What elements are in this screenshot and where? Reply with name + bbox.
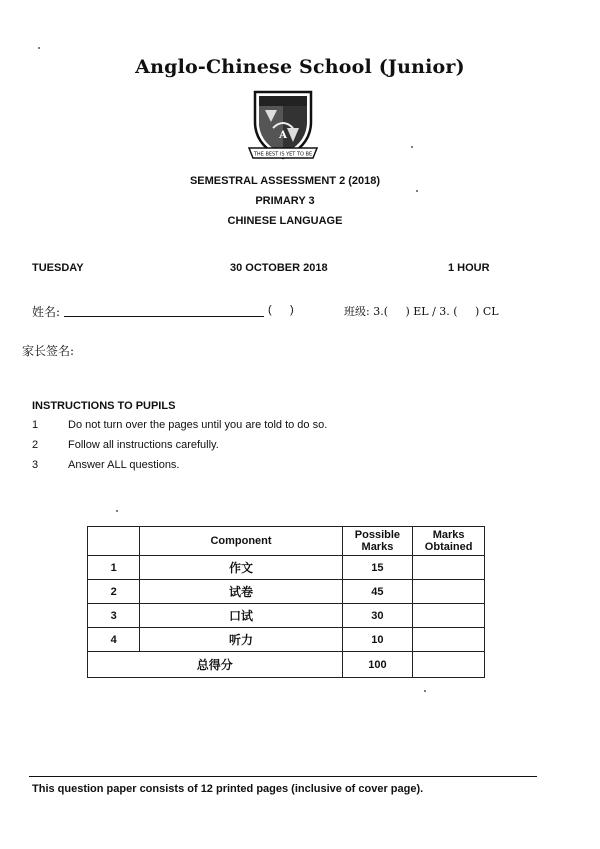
instruction-text: Answer ALL questions. — [68, 459, 180, 471]
scan-speck — [424, 690, 426, 692]
scan-speck — [38, 47, 40, 49]
level-title: PRIMARY 3 — [255, 195, 315, 207]
row-possible-marks: 10 — [342, 628, 413, 652]
exam-duration: 1 HOUR — [448, 262, 490, 274]
header-cell-component: Component — [140, 527, 342, 556]
row-component: 试卷 — [140, 580, 342, 604]
row-number: 3 — [88, 604, 140, 628]
table-row — [88, 580, 485, 604]
row-component: 作文 — [140, 556, 342, 580]
table-row — [88, 628, 485, 652]
subject-title: CHINESE LANGUAGE — [227, 215, 343, 227]
row-obtained-marks[interactable] — [413, 580, 485, 604]
footer-divider — [29, 776, 537, 777]
assessment-title: SEMESTRAL ASSESSMENT 2 (2018) — [189, 175, 381, 187]
row-possible-marks: 45 — [342, 580, 413, 604]
row-possible-marks: 30 — [342, 604, 413, 628]
total-label: 总得分 — [88, 652, 343, 678]
row-component: 听力 — [140, 628, 342, 652]
row-number: 1 — [88, 556, 140, 580]
scan-speck — [411, 146, 413, 148]
exam-date: 30 OCTOBER 2018 — [230, 262, 328, 274]
header-cell-number — [88, 527, 140, 556]
row-number: 4 — [88, 628, 140, 652]
header-cell-possible: Possible Marks — [342, 527, 413, 556]
exam-day: TUESDAY — [32, 262, 84, 274]
instruction-text: Do not turn over the pages until you are told to do so. — [68, 419, 328, 431]
name-label: 姓名: — [32, 305, 61, 319]
class-label: 班级: 3.( ) EL / 3. ( ) CL — [344, 305, 499, 318]
instruction-item — [32, 459, 180, 471]
school-crest-logo — [247, 88, 319, 166]
row-number: 2 — [88, 580, 140, 604]
parent-signature-label: 家长签名: — [22, 344, 75, 358]
name-underline — [64, 316, 264, 317]
row-obtained-marks[interactable] — [413, 556, 485, 580]
table-row — [88, 556, 485, 580]
total-obtained-marks[interactable] — [413, 652, 485, 678]
table-row — [88, 604, 485, 628]
instruction-number: 2 — [32, 439, 39, 451]
school-name: Anglo-Chinese School (Junior) — [135, 56, 465, 78]
instruction-item — [32, 419, 327, 431]
instruction-number: 1 — [32, 419, 39, 431]
marks-table — [87, 526, 485, 678]
instructions-title: INSTRUCTIONS TO PUPILS — [32, 400, 176, 412]
svg-text:THE BEST IS YET TO BE: THE BEST IS YET TO BE — [253, 151, 313, 158]
footer-note: This question paper consists of 12 printed pages (inclusive of cover page). — [32, 783, 424, 795]
instruction-item — [32, 439, 219, 451]
row-obtained-marks[interactable] — [413, 628, 485, 652]
row-possible-marks: 15 — [342, 556, 413, 580]
instruction-number: 3 — [32, 459, 39, 471]
instruction-text: Follow all instructions carefully. — [68, 439, 219, 451]
svg-text:A: A — [279, 130, 287, 141]
row-component: 口试 — [140, 604, 342, 628]
table-header-row — [88, 527, 485, 556]
scan-speck — [416, 190, 418, 192]
total-possible-marks: 100 — [342, 652, 413, 678]
index-number-paren: ( ) — [268, 304, 294, 316]
header-cell-obtained: Marks Obtained — [413, 527, 485, 556]
row-obtained-marks[interactable] — [413, 604, 485, 628]
table-total-row — [88, 652, 485, 678]
scan-speck — [116, 510, 118, 512]
